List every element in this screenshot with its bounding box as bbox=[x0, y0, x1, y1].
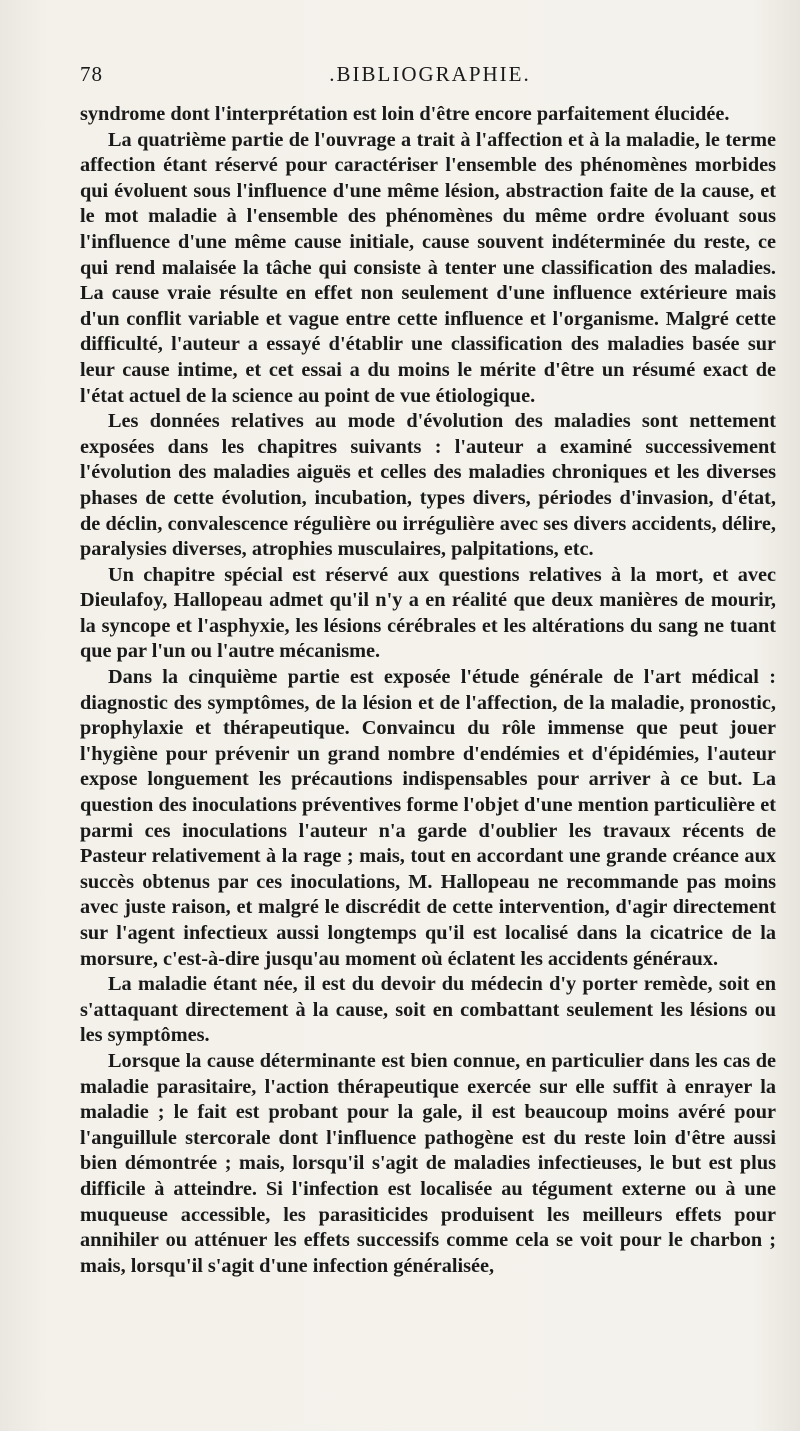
paragraph: Lorsque la cause déterminante est bien connue, en particulier dans les cas de maladie parasitaire, l'action thérapeutique exercée sur elle suffit à enrayer la maladie ; le fait est probant pour la gale, il est beaucoup moins avéré pour l'anguillule stercorale dont l'influence pathogène est du reste loin d'être aussi bien démontrée ; mais, lorsqu'il s'agit de maladies infectieuses, le but est plus difficile à atteindre. Si l'infection est localisée au tégument externe ou à une muqueuse accessible, les parasiticides produisent les meilleurs effets pour annihiler ou atténuer les effets successifs comme cela se voit pour le charbon ; mais, lorsqu'il s'agit d'une infection généralisée, bbox=[80, 1049, 776, 1277]
paragraph: La quatrième partie de l'ouvrage a trait à l'affection et à la maladie, le terme affection étant réservé pour caractériser l'ensemble des phénomènes morbides qui évoluent sous l'influence d'une même lésion, abstraction faite de la cause, et le mot maladie à l'ensemble des phénomènes du même ordre évoluant sous l'influence d'une même cause initiale, cause souvent indéterminée du reste, ce qui rend malaisée la tâche qui consiste à tenter une classification des maladies. La cause vraie résulte en effet non seulement d'une influence extérieure mais d'un conflit variable et vague entre cette influence et l'organisme. Malgré cette difficulté, l'auteur a essayé d'établir une classification des maladies basée sur leur cause intime, et cet essai a du moins le mérite d'être un résumé exact de l'état actuel de la science au point de vue étiologique. bbox=[80, 128, 776, 407]
body-text bbox=[80, 102, 776, 1279]
paragraph: syndrome dont l'interprétation est loin d'être encore parfaitement élucidée. bbox=[80, 103, 730, 125]
page-number: 78 bbox=[80, 62, 103, 86]
page-header bbox=[80, 62, 780, 92]
running-title: .BIBLIOGRAPHIE. bbox=[329, 62, 531, 86]
paragraph: Dans la cinquième partie est exposée l'étude générale de l'art médical : diagnostic des symptômes, de la lésion et de l'affection, de la maladie, pronostic, prophylaxie et thérapeutique. Convaincu du rôle immense que peut jouer l'hygiène pour prévenir un grand nombre d'endémies et d'épidémies, l'auteur expose longuement les précautions indispensables pour arriver à ce but. La question des inoculations préventives forme l'objet d'une mention particulière et parmi ces inoculations l'auteur n'a garde d'oublier les travaux récents de Pasteur relativement à la rage ; mais, tout en accordant une grande créance aux succès obtenus par ces inoculations, M. Hallopeau ne recommande pas moins avec juste raison, et malgré le discrédit de cette intervention, d'agir directement sur l'agent infectieux aussi longtemps qu'il est localisé dans la cicatrice de la morsure, c'est-à-dire jusqu'au moment où éclatent les accidents généraux. bbox=[80, 666, 776, 970]
paragraph: La maladie étant née, il est du devoir du médecin d'y porter remède, soit en s'attaquant directement à la cause, soit en combattant seulement les lésions ou les symptômes. bbox=[80, 973, 776, 1047]
paragraph: Les données relatives au mode d'évolution des maladies sont nettement exposées dans les chapitres suivants : l'auteur a examiné successivement l'évolution des maladies aiguës et celles des maladies chroniques et les diverses phases de cette évolution, incubation, types divers, périodes d'invasion, d'état, de déclin, convalescence régulière ou irrégulière avec ses divers accidents, délire, paralysies diverses, atrophies musculaires, palpitations, etc. bbox=[80, 410, 776, 561]
paragraph: Un chapitre spécial est réservé aux questions relatives à la mort, et avec Dieulafoy, Hallopeau admet qu'il n'y a en réalité que deux manières de mourir, la syncope et l'asphyxie, les lésions cérébrales et les altérations du sang ne tuant que par l'un ou l'autre mécanisme. bbox=[80, 563, 776, 663]
